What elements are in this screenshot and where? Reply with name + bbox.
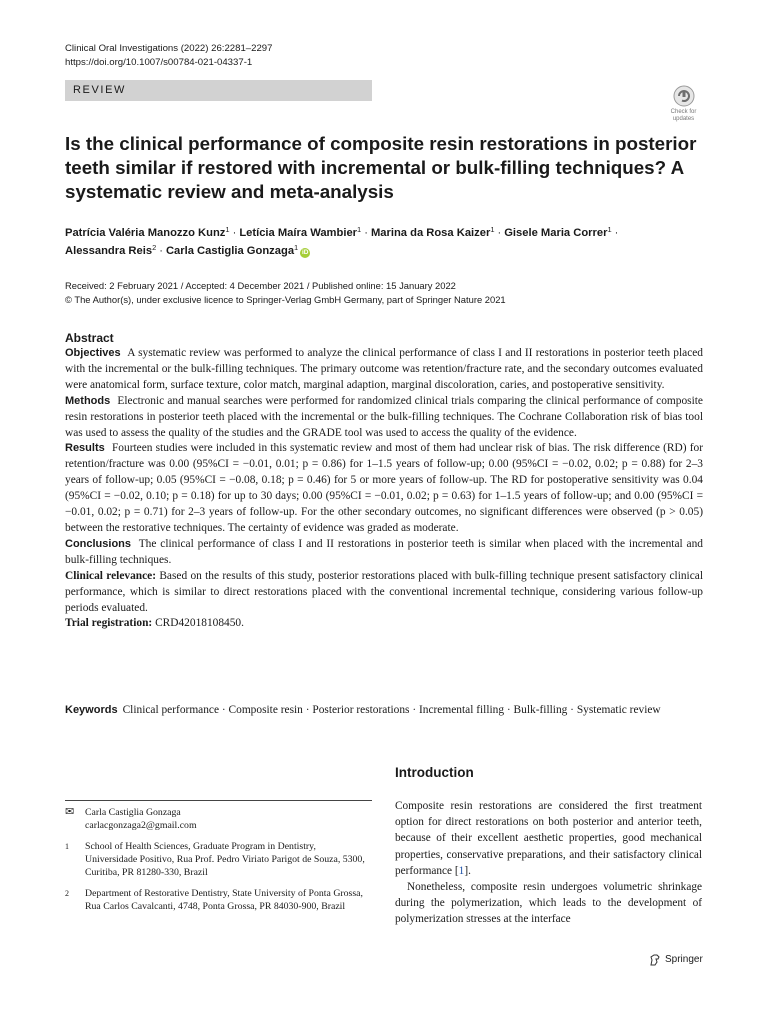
author-affiliation-mark: 1: [357, 225, 362, 234]
author-separator: ·: [497, 227, 502, 239]
introduction-paragraph-2: Nonetheless, composite resin undergoes volumetric shrinkage during the polymerization, which leads to the development of polymerization stresses at the interface: [395, 881, 702, 926]
abstract-results: [65, 441, 703, 536]
author-separator: ·: [614, 227, 619, 239]
trial-text: CRD42018108450.: [155, 617, 244, 630]
abstract-conclusions: [65, 537, 703, 569]
author-separator: ·: [232, 227, 237, 239]
affiliation-footnotes: [65, 806, 365, 913]
footnote-divider: [65, 800, 372, 801]
citation-link[interactable]: 1: [458, 864, 465, 877]
affiliation-2-text: Department of Restorative Dentistry, State University of Ponta Grossa, Rua Carlos Cavalcanti, 4748, Ponta Grossa, PR 84030-900, Brazil: [85, 888, 363, 912]
author-affiliation-mark: 1: [607, 225, 612, 234]
relevance-label: Clinical relevance:: [65, 569, 157, 582]
publisher-footer: [648, 953, 703, 967]
author-name[interactable]: Marina da Rosa Kaizer: [370, 227, 491, 239]
trial-label: Trial registration:: [65, 617, 153, 630]
keywords-text: Clinical performance · Composite resin · Posterior restorations · Incremental filling · Bulk-filling · Systematic review: [122, 704, 661, 716]
author-affiliation-mark: 1: [490, 225, 495, 234]
keywords-section: [65, 702, 703, 718]
author-affiliation-mark: 2: [152, 243, 157, 252]
article-type-band: [65, 80, 372, 101]
doi-link[interactable]: https://doi.org/10.1007/s00784-021-04337-1: [65, 57, 253, 68]
check-badge-line2: updates: [672, 115, 695, 122]
conclusions-text: The clinical performance of class I and II restorations in posterior teeth is similar when placed with the incremental and bulk-filling techniques.: [65, 537, 703, 566]
check-for-updates-badge[interactable]: [665, 85, 702, 123]
author-affiliation-mark: 1: [225, 225, 230, 234]
intro-p1-end: ].: [464, 864, 471, 877]
article-type-label: REVIEW: [73, 84, 126, 96]
introduction-paragraph-1: [395, 798, 702, 879]
objectives-label: Objectives: [65, 347, 121, 359]
copyright-line: © The Author(s), under exclusive licence to Springer-Verlag GmbH Germany, part of Springer Nature 2021: [65, 294, 506, 305]
author-separator: ·: [364, 227, 368, 239]
author-list: [65, 224, 705, 260]
affiliation-1-mark: 1: [65, 842, 69, 851]
abstract-methods: [65, 394, 703, 442]
author-name[interactable]: Alessandra Reis: [65, 245, 153, 257]
author-name[interactable]: Letícia Maíra Wambier: [239, 227, 358, 239]
affiliation-1: [65, 840, 365, 879]
author-name[interactable]: Carla Castiglia Gonzaga: [165, 245, 295, 257]
abstract-clinical-relevance: [65, 569, 703, 617]
check-badge-line1: Check for: [670, 109, 697, 115]
published-online: / Published online: 15 January 2022: [304, 280, 456, 291]
paper-title: Is the clinical performance of composite resin restorations in posterior teeth similar if restored with incremental or bulk-filling techniques? A systematic review and meta-analysis: [65, 133, 697, 202]
dates-line: [65, 279, 506, 293]
abstract-heading: Abstract: [65, 331, 114, 345]
affiliation-2: [65, 887, 365, 913]
relevance-text: Based on the results of this study, posterior restorations placed with bulk-filling technique present satisfactory clinical performance, which is similar to direct restorations placed with the conventional incremental technique, considering various follow-up periods evaluated.: [65, 569, 703, 614]
publication-dates: [65, 279, 506, 307]
introduction-body: [395, 798, 702, 928]
author-name[interactable]: Patrícia Valéria Manozzo Kunz: [65, 227, 226, 239]
objectives-text: A systematic review was performed to analyze the clinical performance of class I and II restorations in posterior teeth placed with the incremental or the bulk-filling techniques. The primary outcome was retention/fracture rate, and the secondary outcomes evaluated were anatomical form, surface texture, color match, marginal adaption, marginal discoloration, caries, and postoperative sensitivity.: [65, 347, 703, 391]
abstract-objectives: [65, 346, 703, 394]
publisher-name: Springer: [665, 954, 703, 965]
author-affiliation-mark: 1: [294, 243, 299, 252]
corresponding-author-note: [65, 806, 365, 832]
results-text: Fourteen studies were included in this systematic review and most of them had unclear risk of bias. The risk difference (RD) for retention/fracture was 0.00 (95%CI = −0.01, 0.01; p = 0.86) for 1–1.5 years of follow-up; 0.00 (95%CI = −0.02, 0.02; p = 0.88) for 2–3 years of follow-up; 0.05 (95%CI = −0.08, 0.18; p = 0.46) for 5 or more years of follow-up. The RD for postoperative sensitivity was 0.04 (95%CI = −0.02, 0.10; p = 0.18) for up to 30 days; 0.00 (95%CI = −0.01, 0.02; p = 0.63) for 1–1.5 years of follow-up; and 0.00 (95%CI = −0.01, 0.02; p = 0.71) for 2–3 years of follow-up. For the other secondary outcomes, no significant differences were observed (p > 0.05) between the restorative techniques. The certainty of evidence was graded as moderate.: [65, 442, 703, 534]
orcid-icon[interactable]: iD: [301, 249, 309, 256]
results-label: Results: [65, 442, 105, 455]
springer-horse-icon: [648, 953, 662, 967]
author-separator: ·: [159, 245, 163, 257]
methods-text: Electronic and manual searches were performed for randomized clinical trials comparing the clinical performance of composite resin restorations in posterior teeth placed with the incremental or the bulk-filling techniques. The Cochrane Collaboration risk of bias tool was used to assess the quality of the studies and the GRADE tool was used to access the quality of the evidence.: [65, 394, 703, 439]
received-accepted: Received: 2 February 2021 / Accepted: 4 December 2021: [65, 280, 305, 291]
abstract-trial-registration: [65, 616, 703, 632]
methods-label: Methods: [65, 394, 111, 407]
corresponding-author-email[interactable]: carlacgonzaga2@gmail.com: [85, 820, 197, 831]
check-updates-icon: [673, 85, 695, 107]
conclusions-label: Conclusions: [65, 537, 132, 550]
affiliation-1-text: School of Health Sciences, Graduate Program in Dentistry, Universidade Positivo, Rua Prof. Pedro Viriato Parigot de Souza, 5300, Curitiba, PR 81280-330, Brazil: [85, 841, 365, 878]
journal-citation: Clinical Oral Investigations (2022) 26:2281–2297: [65, 43, 273, 54]
introduction-heading: Introduction: [395, 765, 474, 780]
affiliation-2-mark: 2: [65, 889, 69, 898]
corresponding-author-name: Carla Castiglia Gonzaga: [85, 807, 181, 818]
journal-header: [65, 42, 272, 70]
envelope-icon: ✉: [65, 806, 75, 818]
abstract-section: [65, 330, 703, 632]
keywords-label: Keywords: [65, 704, 118, 716]
intro-p1-text: Composite resin restorations are considered the first treatment option for direct restorations on both posterior and anterior teeth, because of their excellent aesthetic properties, good mechanical properties, conservative preparations, and their satisfactory clinical performance [: [395, 800, 702, 877]
author-name[interactable]: Gisele Maria Correr: [504, 227, 608, 239]
